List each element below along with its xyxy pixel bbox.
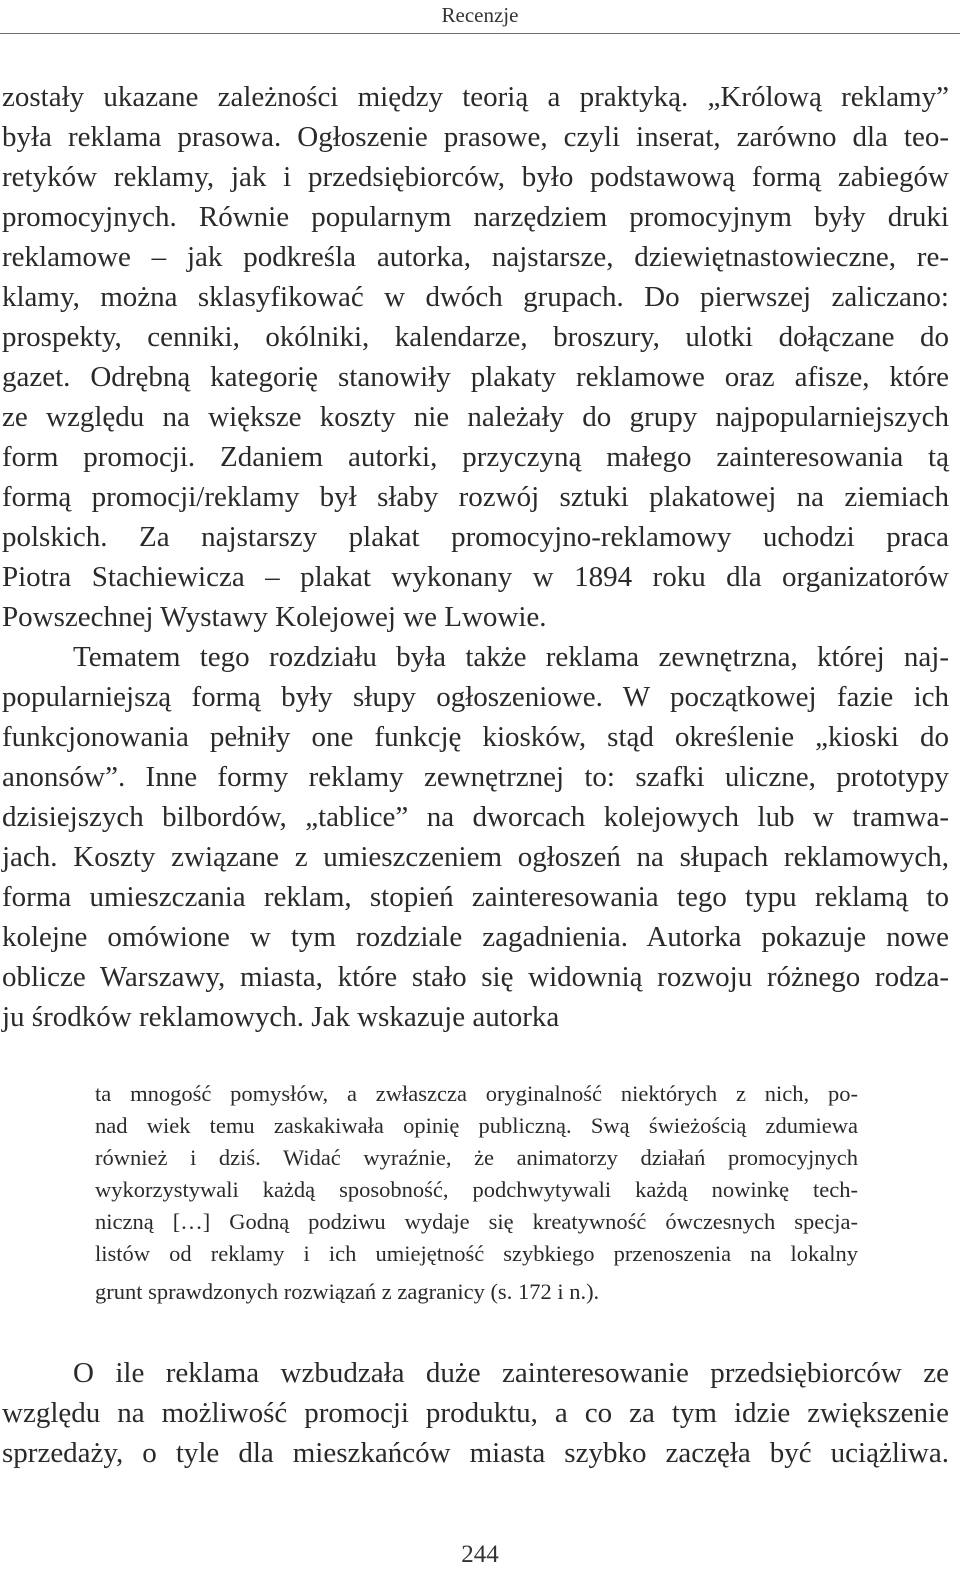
text-line: ze względu na większe koszty nie należały do grupy najpopularniejszych <box>2 401 949 433</box>
text-line: prospekty, cenniki, okólniki, kalendarze, broszury, ulotki dołączane do <box>2 321 949 353</box>
text-line: dzisiejszych bilbordów, „tablice” na dworcach kolejowych lub w tramwa- <box>2 801 949 833</box>
quote-line: wykorzystywali każdą sposobność, podchwytywali każdą nowinkę tech- <box>95 1177 858 1202</box>
text-line: Piotra Stachiewicza – plakat wykonany w 1894 roku dla organizatorów <box>2 561 949 593</box>
text-line: promocyjnych. Równie popularnym narzędziem promocyjnym były druki <box>2 201 949 233</box>
quote-line: ta mnogość pomysłów, a zwłaszcza oryginalność niektórych z nich, po- <box>95 1081 858 1106</box>
text-line: sprzedaży, o tyle dla mieszkańców miasta szybko zaczęła być uciążliwa. <box>2 1437 949 1469</box>
text-line: ju środków reklamowych. Jak wskazuje autorka <box>2 1001 560 1033</box>
text-line: polskich. Za najstarszy plakat promocyjno-reklamowy uchodzi praca <box>2 521 949 553</box>
quote-line: nad wiek temu zaskakiwała opinię publiczną. Swą świeżością zdumiewa <box>95 1113 858 1138</box>
text-line: Powszechnej Wystawy Kolejowej we Lwowie. <box>2 601 547 633</box>
text-line: forma umieszczania reklam, stopień zainteresowania tego typu reklamą to <box>2 881 949 913</box>
quote-line: niczną […] Godną podziwu wydaje się kreatywność ówczesnych specja- <box>95 1209 858 1234</box>
text-line: była reklama prasowa. Ogłoszenie prasowe, czyli inserat, zarówno dla teo- <box>2 121 949 153</box>
text-line: Tematem tego rozdziału była także reklama zewnętrzna, której naj- <box>73 641 949 673</box>
text-line: zostały ukazane zależności między teorią a praktyką. „Królową reklamy” <box>2 81 949 113</box>
text-line: retyków reklamy, jak i przedsiębiorców, było podstawową formą zabiegów <box>2 161 949 193</box>
page-number: 244 <box>461 1541 499 1568</box>
text-line: względu na możliwość promocji produktu, a co za tym idzie zwiększenie <box>2 1397 949 1429</box>
text-line: klamy, można sklasyfikować w dwóch grupach. Do pierwszej zaliczano: <box>2 281 949 313</box>
text-line: formą promocji/reklamy był słaby rozwój sztuki plakatowej na ziemiach <box>2 481 949 513</box>
text-line: kolejne omówione w tym rozdziale zagadnienia. Autorka pokazuje nowe <box>2 921 949 953</box>
quote-line: listów od reklamy i ich umiejętność szybkiego przenoszenia na lokalny <box>95 1241 858 1266</box>
text-line: oblicze Warszawy, miasta, które stało się widownią rozwoju różnego rodza- <box>2 961 949 993</box>
text-line: O ile reklama wzbudzała duże zainteresowanie przedsiębiorców ze <box>73 1357 949 1389</box>
text-line: reklamowe – jak podkreśla autorka, najstarsze, dziewiętnastowieczne, re- <box>2 241 949 273</box>
quote-line: grunt sprawdzonych rozwiązań z zagranicy (s. 172 i n.). <box>95 1279 600 1304</box>
quote-line: również i dziś. Widać wyraźnie, że animatorzy działań promocyjnych <box>95 1145 858 1170</box>
text-line: anonsów”. Inne formy reklamy zewnętrznej to: szafki uliczne, prototypy <box>2 761 949 793</box>
text-line: funkcjonowania pełniły one funkcję kiosków, stąd określenie „kioski do <box>2 721 949 753</box>
text-line: jach. Koszty związane z umieszczeniem ogłoszeń na słupach reklamowych, <box>2 841 949 873</box>
header-rule <box>0 33 960 34</box>
text-line: form promocji. Zdaniem autorki, przyczyną małego zainteresowania tą <box>2 441 949 473</box>
running-header: Recenzje <box>441 3 519 27</box>
text-line: popularniejszą formą były słupy ogłoszeniowe. W początkowej fazie ich <box>2 681 949 713</box>
text-line: gazet. Odrębną kategorię stanowiły plakaty reklamowe oraz afisze, które <box>2 361 949 393</box>
